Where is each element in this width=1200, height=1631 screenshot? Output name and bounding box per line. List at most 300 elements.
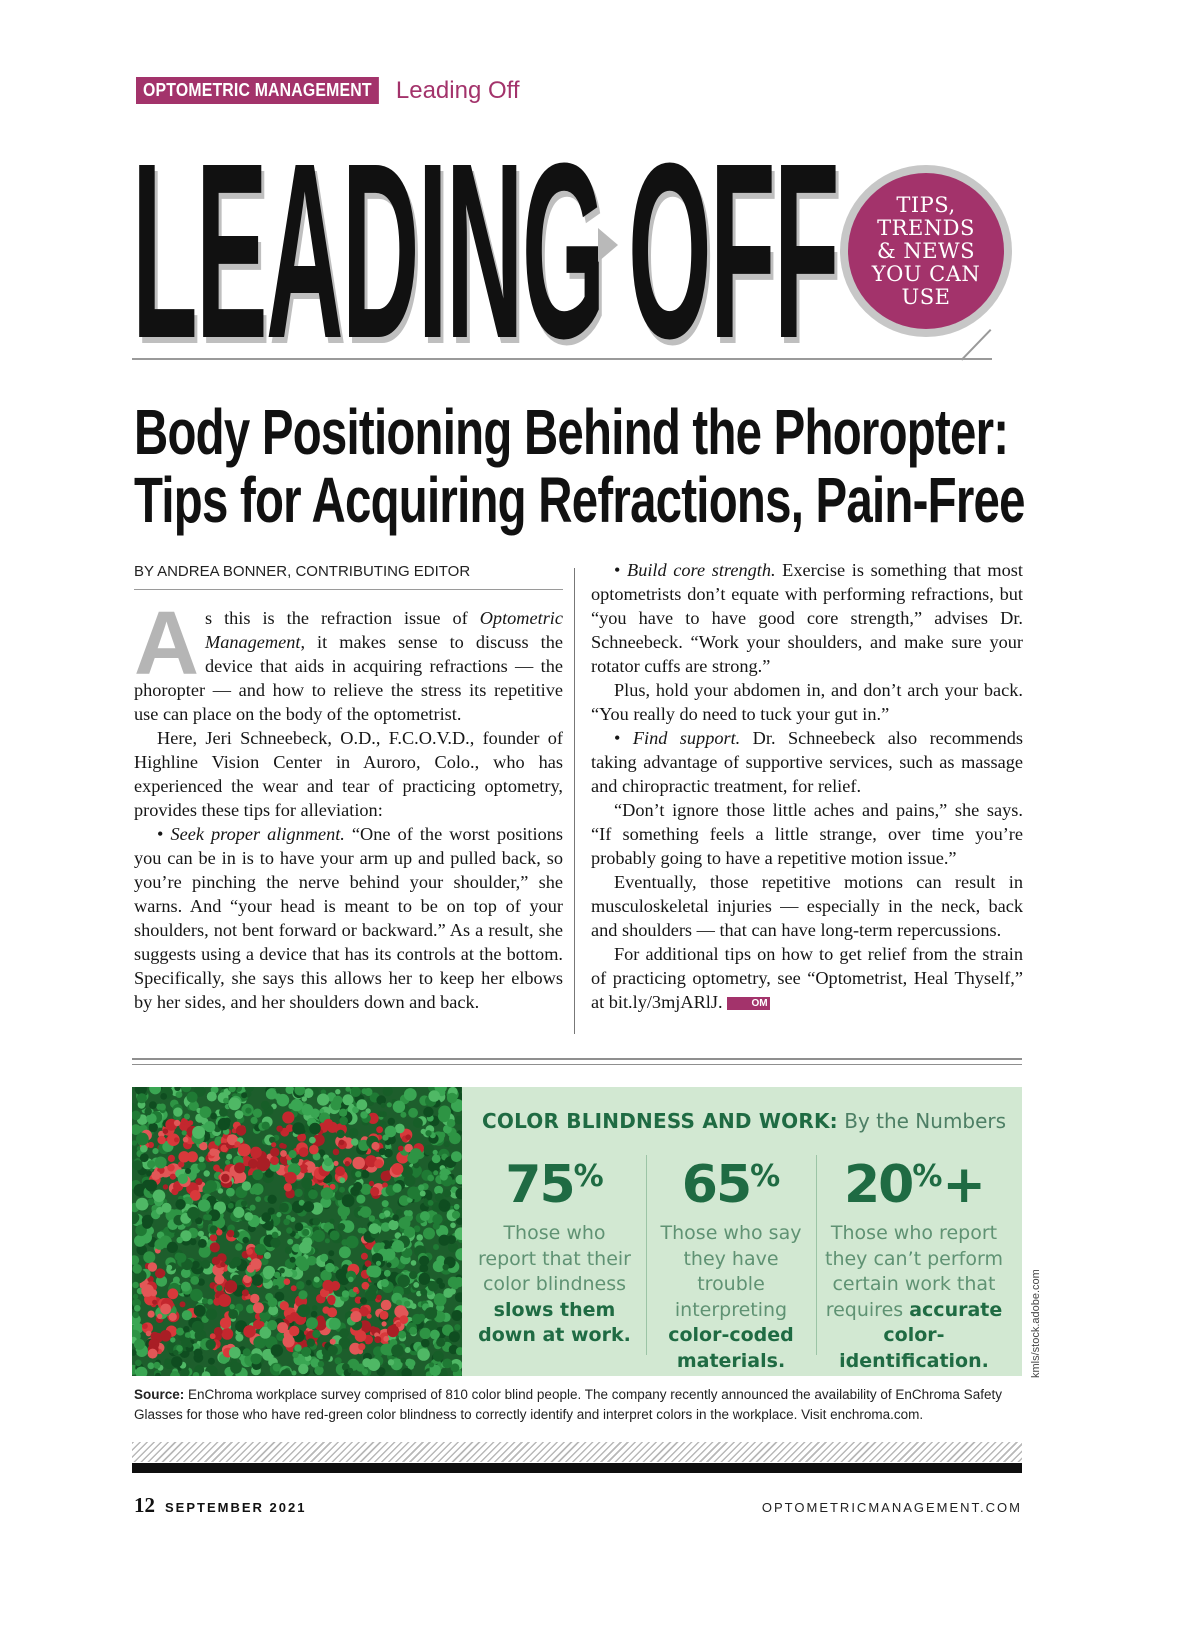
stat-unit: % (750, 1159, 781, 1194)
dot (425, 1307, 438, 1320)
dot (224, 1280, 237, 1293)
dot (194, 1305, 206, 1317)
dot (447, 1093, 457, 1103)
dot (214, 1327, 223, 1336)
dot (429, 1362, 434, 1367)
dot (167, 1288, 178, 1299)
dot (132, 1312, 139, 1319)
dot (380, 1242, 385, 1247)
dot (280, 1150, 287, 1157)
dot (398, 1146, 404, 1152)
dot (312, 1330, 320, 1338)
dot (155, 1268, 165, 1278)
publication-tag: OPTOMETRIC MANAGEMENT (136, 77, 379, 104)
dot (443, 1189, 451, 1197)
dot (221, 1174, 229, 1182)
dot (167, 1242, 178, 1253)
dot (294, 1099, 300, 1105)
dot (413, 1118, 423, 1128)
dot (325, 1238, 330, 1243)
dot (381, 1300, 392, 1311)
dot (430, 1330, 440, 1340)
dot (455, 1292, 462, 1302)
dot (258, 1321, 264, 1327)
stat-desc-text: Those who say they have trouble interpreting (660, 1222, 802, 1321)
dot (163, 1184, 168, 1189)
dot (242, 1237, 249, 1244)
dot (381, 1103, 386, 1108)
dot (335, 1089, 340, 1094)
dot (234, 1141, 240, 1147)
dot (424, 1145, 435, 1156)
dot (225, 1160, 230, 1165)
dot (339, 1177, 345, 1183)
dot (274, 1285, 279, 1290)
dot (185, 1332, 191, 1338)
dot (416, 1234, 423, 1241)
dot (148, 1262, 157, 1271)
dot (183, 1137, 189, 1143)
dot (356, 1099, 367, 1110)
dot (328, 1345, 338, 1355)
dot (276, 1126, 282, 1132)
dot (378, 1111, 384, 1117)
dot (132, 1160, 142, 1170)
dot (333, 1161, 338, 1166)
source-note (134, 1385, 1014, 1425)
dot (388, 1359, 394, 1365)
dot (292, 1352, 298, 1358)
dot (210, 1242, 220, 1252)
dot (177, 1253, 187, 1263)
dot (331, 1099, 342, 1110)
dot (132, 1140, 137, 1145)
dot (245, 1108, 251, 1114)
dot (271, 1344, 283, 1356)
dot (407, 1210, 413, 1216)
dot (368, 1358, 381, 1371)
dot (411, 1260, 417, 1266)
stat-value (652, 1147, 810, 1215)
dot (436, 1338, 445, 1347)
dot (311, 1311, 318, 1318)
dot (210, 1333, 216, 1339)
dot (206, 1339, 216, 1349)
dot (230, 1304, 235, 1309)
dot (192, 1321, 204, 1333)
dot (224, 1118, 231, 1125)
source-link[interactable]: Visit enchroma.com. (801, 1407, 924, 1422)
dot (200, 1106, 212, 1118)
dot (410, 1148, 422, 1160)
tip-paragraph: • Find support. Dr. Schneebeck also recommends taking advantage of supportive services, such as massage and chiropractic treatment, for relief. (591, 728, 1023, 796)
dot (242, 1289, 249, 1296)
dot (329, 1318, 341, 1330)
issue-date: SEPTEMBER 2021 (165, 1500, 307, 1515)
dot (234, 1162, 245, 1173)
dot (423, 1107, 433, 1117)
dot (370, 1187, 379, 1196)
dot (270, 1238, 280, 1248)
dot (382, 1135, 388, 1141)
section-tag (136, 77, 520, 104)
dot (165, 1358, 170, 1363)
masthead-rule (132, 358, 992, 360)
dot (376, 1126, 383, 1133)
stat-value (472, 1147, 637, 1215)
dot (226, 1154, 232, 1160)
headline-line: Body Positioning Behind the Phoropter: (134, 396, 1009, 468)
dot (292, 1122, 304, 1134)
dot (360, 1111, 367, 1118)
dot (454, 1204, 460, 1210)
stat-desc-text: Those who report they can’t perform certain work that requires (825, 1222, 1003, 1321)
dot (442, 1359, 452, 1369)
dot (173, 1107, 182, 1116)
dot (358, 1228, 364, 1234)
dot (149, 1123, 158, 1132)
dot (355, 1171, 361, 1177)
dot (328, 1250, 334, 1256)
dot (308, 1260, 314, 1266)
dot (145, 1108, 152, 1115)
dot (142, 1219, 152, 1229)
dot (298, 1364, 308, 1374)
dot (187, 1092, 198, 1103)
dot (216, 1285, 222, 1291)
dot (307, 1165, 313, 1171)
dot (339, 1187, 345, 1193)
dot (343, 1094, 354, 1105)
dot (287, 1239, 293, 1245)
dot (170, 1174, 176, 1180)
dot (360, 1206, 372, 1218)
dot (391, 1163, 403, 1175)
dot (345, 1161, 350, 1166)
dot (241, 1092, 247, 1098)
dot (443, 1288, 453, 1298)
dot (136, 1198, 149, 1211)
dot (268, 1208, 275, 1215)
dot (174, 1232, 180, 1238)
dot (313, 1230, 325, 1242)
dot (432, 1214, 442, 1224)
stat-divider (646, 1155, 647, 1355)
dot (336, 1130, 344, 1138)
stat-block (824, 1147, 1004, 1374)
dot (232, 1257, 242, 1267)
dot (190, 1276, 199, 1285)
dot (361, 1170, 369, 1178)
paragraph-text: Exercise is something that most optometrists don’t equate with performing refractions, but “you have to have good core strength,” advises Dr. Schneebeck. “Work your shoulders, and make sure your rotator cuffs are strong.” (591, 560, 1023, 676)
dot (302, 1104, 314, 1116)
dot (250, 1205, 256, 1211)
dot (339, 1246, 351, 1258)
dot (134, 1305, 141, 1312)
dot (248, 1159, 258, 1169)
dot (175, 1199, 185, 1209)
dot (201, 1260, 210, 1269)
infographic-title-strong: COLOR BLINDNESS AND WORK: (482, 1109, 838, 1133)
dot (314, 1366, 323, 1375)
dot (257, 1157, 270, 1170)
dot (153, 1190, 166, 1203)
dot (269, 1137, 275, 1143)
dot (419, 1273, 431, 1285)
dot (443, 1264, 449, 1270)
dot (136, 1133, 149, 1146)
dot (209, 1148, 217, 1156)
badge-line: TIPS, (896, 192, 956, 217)
dot (283, 1219, 290, 1226)
dot (314, 1277, 320, 1283)
paragraph-text: For additional tips on how to get relief from the strain of practicing optometry, see “Optometrist, Heal Thyself,” at bit.ly/3mjARlJ. (591, 944, 1023, 1012)
byline (134, 563, 470, 580)
dot (420, 1191, 426, 1197)
dot (438, 1106, 451, 1119)
dot (404, 1300, 410, 1306)
dot (190, 1238, 197, 1245)
dot (192, 1126, 205, 1139)
dot (198, 1199, 210, 1211)
dot (405, 1134, 411, 1140)
dot (204, 1170, 210, 1176)
dot (167, 1164, 174, 1171)
dot (148, 1349, 158, 1359)
stat-desc-emphasis: slows them down at work. (478, 1298, 631, 1346)
paragraph-text: “One of the worst positions you can be in is to have your arm up and pulled back, so you’re pinching the nerve behind your shoulder,” she warns. And “your head is meant to be on top of your shoulders, not bent forward or backward.” As a result, she suggests using a device that has its controls at the bottom. Specifically, she says this allows her to keep her elbows by her sides, and her shoulders down and back. (134, 824, 563, 1012)
dot (381, 1171, 392, 1182)
dot (284, 1278, 291, 1285)
paragraph (134, 594, 563, 726)
folio (134, 1493, 306, 1518)
dot (382, 1321, 387, 1326)
dot (371, 1142, 379, 1150)
dot (187, 1342, 193, 1348)
dot (421, 1129, 426, 1134)
section-rule (132, 1064, 1022, 1065)
dot (309, 1123, 321, 1135)
dot (235, 1243, 242, 1250)
dot (330, 1230, 340, 1240)
dot (434, 1293, 444, 1303)
dot (246, 1248, 253, 1255)
infographic-panel (462, 1087, 1022, 1376)
tip-paragraph: • Build core strength. Exercise is something that most optometrists don’t equate with performing refractions, but “you have to have good core strength,” advises Dr. Schneebeck. “Work your shoulders, and make sure your rotator cuffs are strong.” (591, 560, 1023, 676)
dot (428, 1200, 434, 1206)
dot (182, 1130, 187, 1135)
dot (185, 1168, 191, 1174)
om-end-mark: OM (727, 997, 770, 1010)
dot (250, 1147, 262, 1159)
dot (312, 1218, 320, 1226)
byline-author: BY ANDREA BONNER, (134, 563, 292, 580)
dot (267, 1195, 276, 1204)
dot (396, 1300, 402, 1306)
dot (379, 1148, 386, 1155)
dot (341, 1239, 348, 1246)
dot (348, 1277, 354, 1283)
tip-heading: Find support. (632, 728, 741, 748)
dot (132, 1282, 139, 1289)
stat-number: 65 (681, 1155, 751, 1215)
dot (426, 1194, 432, 1200)
dot (299, 1241, 311, 1253)
dot (219, 1108, 228, 1117)
dot (155, 1157, 167, 1169)
dot (199, 1246, 211, 1258)
dot (427, 1175, 434, 1182)
dot (176, 1328, 184, 1336)
dot (160, 1093, 167, 1100)
dot (449, 1132, 461, 1144)
dot (206, 1309, 217, 1320)
dot (223, 1098, 229, 1104)
dot (352, 1157, 365, 1170)
paragraph: Eventually, those repetitive motions can result in musculoskeletal injuries — especially in the neck, back and shoulders — that can have long-term repercussions. (591, 872, 1023, 940)
dot (220, 1262, 225, 1267)
dot (149, 1087, 161, 1094)
dot (408, 1108, 418, 1118)
dot (341, 1214, 347, 1220)
dot (198, 1231, 204, 1237)
dot (349, 1128, 358, 1137)
dot (392, 1214, 399, 1221)
dot (251, 1353, 262, 1364)
tip-paragraph: • Seek proper alignment. “One of the worst positions you can be in is to have your arm up and pulled back, so you’re pinching the nerve behind your shoulder,” she warns. And “your head is meant to be on top of your shoulders, not bent forward or backward.” As a result, she suggests using a device that has its controls at the bottom. Specifically, she says this allows her to keep her elbows by her sides, and her shoulders down and back. (134, 824, 563, 1012)
dot (263, 1266, 275, 1278)
website-url[interactable]: OPTOMETRICMANAGEMENT.COM (761, 1500, 1022, 1515)
dot (284, 1183, 292, 1191)
badge-line: TRENDS (877, 215, 975, 240)
dot (290, 1257, 296, 1263)
dot (296, 1281, 305, 1290)
dot (140, 1153, 149, 1162)
dot (261, 1101, 270, 1110)
dot (353, 1182, 362, 1191)
dot (452, 1310, 463, 1321)
dot (342, 1194, 355, 1207)
dot (397, 1275, 410, 1288)
dot (251, 1117, 258, 1124)
dot (218, 1294, 231, 1307)
dot (177, 1237, 183, 1243)
dot (455, 1116, 462, 1125)
paragraph-text: s this is the refraction issue of (205, 608, 480, 628)
dot (235, 1110, 244, 1119)
dot (322, 1280, 333, 1291)
dot (325, 1263, 334, 1272)
dot (156, 1336, 162, 1342)
dot (230, 1362, 242, 1374)
dot (307, 1338, 315, 1346)
dot (309, 1137, 316, 1144)
dot (190, 1289, 203, 1302)
dot (295, 1223, 304, 1232)
dot (355, 1330, 367, 1342)
dot (207, 1299, 213, 1305)
paragraph-text: , it makes sense to discuss the device that aids in acquiring refractions — the phoropter — and how to relieve the stress its repetitive use can place on the body of the optometrist. (134, 632, 563, 724)
dot (425, 1130, 431, 1136)
dot (143, 1251, 155, 1263)
dot (180, 1301, 186, 1307)
dot (450, 1223, 456, 1229)
source-label: Source: (134, 1387, 185, 1402)
dot (291, 1285, 297, 1291)
dot (268, 1297, 278, 1307)
dot (376, 1261, 381, 1266)
dot (395, 1124, 405, 1134)
dot (440, 1173, 448, 1181)
stat-block (652, 1147, 810, 1374)
dot (317, 1094, 329, 1106)
dot (270, 1148, 279, 1157)
dot (423, 1228, 435, 1240)
dot (243, 1348, 251, 1356)
dot (396, 1322, 402, 1328)
dot (420, 1211, 430, 1221)
dot (192, 1261, 200, 1269)
dot (339, 1109, 347, 1117)
column-divider (574, 568, 575, 1034)
dot (366, 1266, 378, 1278)
dot (138, 1192, 143, 1197)
dot (306, 1280, 312, 1286)
dot (235, 1334, 243, 1342)
dot (335, 1166, 345, 1176)
stat-description (824, 1221, 1004, 1374)
byline-rule (134, 589, 563, 590)
dot (252, 1169, 263, 1180)
dot (433, 1170, 438, 1175)
dot (419, 1256, 429, 1266)
dot (338, 1223, 346, 1231)
dot (241, 1230, 247, 1236)
dot (220, 1318, 231, 1329)
dot (409, 1327, 417, 1335)
dot (432, 1154, 441, 1163)
stat-unit: % (573, 1159, 604, 1194)
dot (267, 1320, 277, 1330)
dot (226, 1188, 235, 1197)
dot (134, 1339, 145, 1350)
dot (318, 1361, 324, 1367)
dot (301, 1178, 312, 1189)
color-blindness-test-image (132, 1087, 462, 1376)
dot (333, 1149, 340, 1156)
dot (279, 1268, 285, 1274)
dot (276, 1212, 281, 1217)
dot (368, 1285, 377, 1294)
dot (271, 1142, 276, 1147)
dot (393, 1183, 402, 1192)
dot (229, 1347, 241, 1359)
dot (362, 1369, 369, 1376)
dot (243, 1325, 256, 1338)
dot (170, 1337, 175, 1342)
dot (433, 1351, 444, 1362)
infographic-title (482, 1109, 1006, 1133)
dot (250, 1294, 259, 1303)
dot (362, 1282, 370, 1290)
dot (194, 1349, 203, 1358)
stat-number: 75 (505, 1155, 574, 1215)
dot (339, 1140, 345, 1146)
dot (452, 1211, 460, 1219)
dot (168, 1155, 175, 1162)
dot (351, 1138, 358, 1145)
dot (195, 1178, 202, 1185)
